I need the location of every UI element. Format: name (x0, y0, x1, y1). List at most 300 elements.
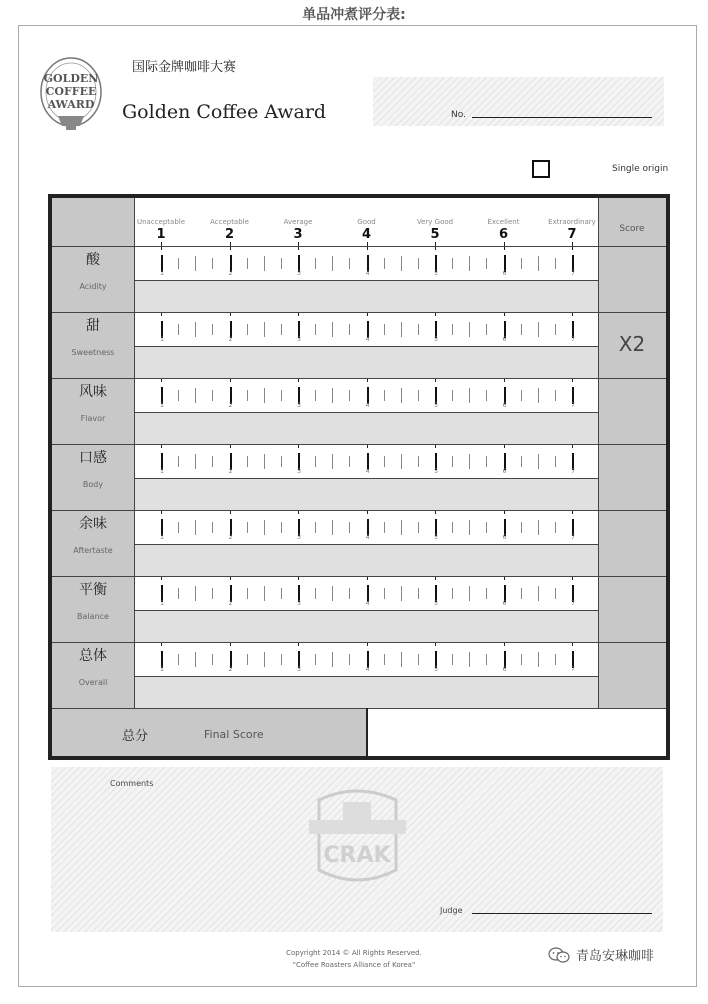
scale-tick-minor[interactable] (247, 522, 248, 533)
row-top-tick (298, 313, 299, 316)
scale-tick-minor[interactable] (315, 522, 316, 533)
scale-number: 7 (571, 534, 575, 541)
row-top-tick (161, 313, 162, 316)
category-cn-acidity: 酸 (86, 252, 100, 268)
scale-number: 2 (228, 600, 233, 607)
scale-number: 4 (365, 600, 370, 607)
scale-tick-minor[interactable] (469, 454, 470, 469)
row-subdivider (134, 280, 598, 281)
scale-tick-minor[interactable] (247, 654, 248, 665)
scale-tick-minor[interactable] (247, 324, 248, 335)
row-top-tick (504, 643, 505, 646)
scale-number: 4 (365, 468, 370, 475)
scale-tick-minor[interactable] (332, 586, 333, 601)
scale-tick-minor[interactable] (469, 388, 470, 403)
level-number-3: 3 (293, 227, 303, 242)
level-word-4: Good (357, 218, 376, 226)
svg-text:COFFEE: COFFEE (45, 85, 97, 98)
svg-text:AWARD: AWARD (47, 98, 95, 111)
scale-tick-minor[interactable] (264, 388, 265, 403)
scale-tick-minor[interactable] (401, 256, 402, 271)
row-top-tick (572, 313, 573, 316)
scale-tick-minor[interactable] (195, 520, 196, 535)
category-cn-overall: 总体 (79, 648, 107, 664)
row-top-tick (367, 247, 368, 250)
score-header: Score (619, 224, 645, 234)
final-score-en: Final Score (204, 728, 264, 741)
level-number-4: 4 (361, 227, 372, 242)
row-divider (52, 378, 666, 379)
scale-number: 7 (571, 600, 575, 607)
scale-tick-minor[interactable] (212, 522, 213, 533)
row-top-tick (504, 445, 505, 448)
scale-number: 2 (228, 468, 233, 475)
scale-number: 1 (160, 270, 164, 277)
scale-tick-minor[interactable] (452, 588, 453, 599)
scale-tick-minor[interactable] (521, 390, 522, 401)
row-top-tick (367, 643, 368, 646)
row-top-tick (435, 445, 436, 448)
row-top-tick (161, 247, 162, 250)
comments-label: Comments (110, 779, 154, 788)
category-cn-balance: 平衡 (79, 582, 107, 598)
judge-label: Judge (440, 906, 463, 915)
row-top-tick (161, 511, 162, 514)
row-top-tick (298, 511, 299, 514)
scale-tick-minor[interactable] (195, 454, 196, 469)
scale-number: 5 (434, 336, 438, 343)
level-word-2: Acceptable (210, 218, 249, 226)
row-top-tick (161, 379, 162, 382)
scale-tick-minor[interactable] (486, 390, 487, 401)
scale-number: 2 (228, 534, 233, 541)
crak-watermark-logo (305, 780, 410, 892)
scale-tick-minor[interactable] (384, 324, 385, 335)
final-score-cn: 总分 (122, 729, 149, 744)
scale-tick-minor[interactable] (315, 258, 316, 269)
scale-number: 5 (434, 534, 438, 541)
scale-tick-minor[interactable] (332, 256, 333, 271)
judge-signature-line[interactable] (472, 913, 652, 914)
row-top-tick (435, 247, 436, 250)
score-multiplier: X2 (618, 332, 646, 356)
row-divider (52, 576, 666, 577)
scale-number: 2 (228, 336, 233, 343)
row-top-tick (572, 247, 573, 250)
scale-tick-minor[interactable] (469, 586, 470, 601)
category-cn-aftertaste: 余味 (79, 516, 107, 532)
scale-number: 5 (434, 270, 438, 277)
level-word-5: Very Good (416, 218, 454, 226)
comment-band-sweetness[interactable] (134, 346, 598, 378)
scale-tick-minor[interactable] (212, 588, 213, 599)
scale-number: 7 (571, 402, 575, 409)
scale-number: 4 (365, 402, 370, 409)
scale-number: 5 (434, 600, 438, 607)
scale-tick-minor[interactable] (195, 256, 196, 271)
scale-tick-minor[interactable] (452, 522, 453, 533)
scale-tick-minor[interactable] (555, 456, 556, 467)
row-top-tick (298, 643, 299, 646)
scale-tick-minor[interactable] (315, 654, 316, 665)
scale-tick-minor[interactable] (281, 588, 282, 599)
row-subdivider (134, 610, 598, 611)
level-number-7: 7 (567, 227, 577, 242)
scale-tick-minor[interactable] (555, 390, 556, 401)
comment-band-balance[interactable] (134, 610, 598, 642)
scale-tick-minor[interactable] (452, 258, 453, 269)
category-cn-sweetness: 甜 (86, 318, 100, 334)
scale-tick-minor[interactable] (401, 520, 402, 535)
scale-tick-minor[interactable] (315, 390, 316, 401)
scale-tick-minor[interactable] (264, 322, 265, 337)
scale-tick-minor[interactable] (538, 256, 539, 271)
row-top-tick (230, 247, 231, 250)
row-top-tick (298, 445, 299, 448)
comment-band-acidity[interactable] (134, 280, 598, 312)
scale-tick-minor[interactable] (315, 456, 316, 467)
level-number-6: 6 (498, 227, 509, 242)
scale-tick-minor[interactable] (281, 258, 282, 269)
row-subdivider (134, 544, 598, 545)
scale-number: 6 (502, 600, 507, 607)
title-english: Golden Coffee Award (122, 101, 327, 123)
scale-number: 1 (160, 600, 164, 607)
number-input-line[interactable] (472, 117, 652, 118)
scale-number: 6 (502, 270, 507, 277)
scale-tick-minor[interactable] (486, 588, 487, 599)
scale-tick-minor[interactable] (384, 258, 385, 269)
header-label-cell (52, 198, 134, 246)
row-top-tick (230, 643, 231, 646)
scale-tick-minor[interactable] (555, 324, 556, 335)
scale-tick-minor[interactable] (384, 390, 385, 401)
scale-tick-minor[interactable] (178, 588, 179, 599)
scale-tick-minor[interactable] (418, 456, 419, 467)
row-divider (52, 642, 666, 643)
title-chinese: 国际金牌咖啡大赛 (132, 60, 237, 75)
scoring-grid (48, 194, 670, 760)
row-top-tick (367, 379, 368, 382)
scale-tick-minor[interactable] (538, 454, 539, 469)
row-top-tick (504, 313, 505, 316)
scale-tick-minor[interactable] (178, 258, 179, 269)
scale-number: 3 (297, 402, 301, 409)
scale-tick-minor[interactable] (315, 324, 316, 335)
scale-tick-minor[interactable] (212, 654, 213, 665)
category-en-balance: Balance (77, 612, 109, 621)
scale-tick-minor[interactable] (332, 652, 333, 667)
svg-text:GOLDEN: GOLDEN (43, 72, 99, 85)
row-top-tick (572, 511, 573, 514)
level-number-2: 2 (224, 227, 235, 242)
scale-number: 7 (571, 336, 575, 343)
scale-number: 2 (228, 666, 233, 673)
category-en-sweetness: Sweetness (71, 348, 115, 357)
scale-number: 5 (434, 402, 438, 409)
row-top-tick (230, 313, 231, 316)
wechat-watermark (548, 945, 654, 964)
scale-number: 4 (365, 666, 370, 673)
scale-tick-minor[interactable] (349, 522, 350, 533)
comment-band-body[interactable] (134, 478, 598, 510)
scale-number: 4 (365, 336, 370, 343)
scale-tick-minor[interactable] (418, 654, 419, 665)
category-en-body: Body (82, 480, 104, 489)
scale-number: 6 (502, 336, 507, 343)
scale-tick-minor[interactable] (178, 522, 179, 533)
scale-tick-minor[interactable] (315, 588, 316, 599)
scale-tick-minor[interactable] (469, 256, 470, 271)
final-score-input[interactable] (368, 709, 666, 756)
comment-band-aftertaste[interactable] (134, 544, 598, 576)
scale-tick-minor[interactable] (521, 522, 522, 533)
row-top-tick (367, 313, 368, 316)
scale-tick-minor[interactable] (264, 256, 265, 271)
row-top-tick (504, 511, 505, 514)
scale-tick-minor[interactable] (521, 456, 522, 467)
scale-tick-minor[interactable] (384, 654, 385, 665)
scale-number: 1 (160, 402, 164, 409)
scale-tick-minor[interactable] (486, 324, 487, 335)
row-top-tick (298, 379, 299, 382)
row-top-tick (504, 577, 505, 580)
scale-tick-minor[interactable] (486, 258, 487, 269)
row-top-tick (572, 577, 573, 580)
scale-tick-minor[interactable] (418, 588, 419, 599)
scale-tick-minor[interactable] (401, 388, 402, 403)
wechat-icon (548, 947, 570, 963)
number-label: No. (451, 110, 466, 120)
row-divider (52, 444, 666, 445)
watermark-text: CRAK (323, 843, 391, 868)
scale-tick-minor[interactable] (281, 390, 282, 401)
scale-tick-minor[interactable] (555, 258, 556, 269)
final-row-divider (366, 708, 368, 756)
scale-tick-minor[interactable] (349, 654, 350, 665)
row-top-tick (298, 247, 299, 250)
scale-tick-minor[interactable] (452, 390, 453, 401)
level-word-3: Average (283, 218, 313, 226)
scale-number: 3 (297, 468, 301, 475)
scale-number: 5 (434, 666, 438, 673)
number-box (373, 77, 664, 126)
scale-tick-minor[interactable] (521, 588, 522, 599)
scale-tick-minor[interactable] (384, 522, 385, 533)
scale-tick-minor[interactable] (178, 324, 179, 335)
row-top-tick (572, 445, 573, 448)
scale-number: 7 (571, 666, 575, 673)
scale-tick-minor[interactable] (281, 324, 282, 335)
scale-number: 3 (297, 666, 301, 673)
copyright-line-2: "Coffee Roasters Alliance of Korea" (292, 961, 416, 969)
scale-number: 3 (297, 600, 301, 607)
row-top-tick (367, 445, 368, 448)
scale-number: 4 (365, 534, 370, 541)
row-top-tick (230, 379, 231, 382)
scale-tick-minor[interactable] (521, 324, 522, 335)
category-cn-body: 口感 (79, 450, 107, 466)
scale-number: 6 (502, 402, 507, 409)
comment-band-overall[interactable] (134, 676, 598, 708)
scale-tick-minor[interactable] (212, 324, 213, 335)
category-en-acidity: Acidity (79, 282, 107, 291)
scale-tick-minor[interactable] (538, 652, 539, 667)
scale-number: 3 (297, 270, 301, 277)
score-column (598, 198, 666, 708)
scale-tick-minor[interactable] (349, 390, 350, 401)
scale-number: 5 (434, 468, 438, 475)
comment-band-flavor[interactable] (134, 412, 598, 444)
scale-tick-minor[interactable] (281, 654, 282, 665)
single-origin-checkbox[interactable] (532, 160, 550, 178)
scale-number: 7 (571, 468, 575, 475)
scale-tick-minor[interactable] (418, 324, 419, 335)
scale-tick-minor[interactable] (332, 388, 333, 403)
scale-tick-minor[interactable] (401, 586, 402, 601)
scale-tick-minor[interactable] (418, 390, 419, 401)
row-top-tick (161, 445, 162, 448)
scale-number: 1 (160, 336, 164, 343)
scale-tick-minor[interactable] (178, 456, 179, 467)
scale-tick-minor[interactable] (538, 586, 539, 601)
scale-tick-minor[interactable] (195, 652, 196, 667)
wechat-account-name: 青岛安琳咖啡 (576, 949, 655, 964)
scale-tick-minor[interactable] (247, 390, 248, 401)
scale-tick-minor[interactable] (486, 654, 487, 665)
scale-tick-minor[interactable] (281, 522, 282, 533)
scale-number: 2 (228, 402, 233, 409)
row-subdivider (134, 478, 598, 479)
scale-tick-minor[interactable] (555, 654, 556, 665)
scale-tick-minor[interactable] (332, 520, 333, 535)
scale-number: 3 (297, 336, 301, 343)
row-top-tick (435, 511, 436, 514)
row-top-tick (504, 247, 505, 250)
scale-number: 7 (571, 270, 575, 277)
scale-number: 2 (228, 270, 233, 277)
row-subdivider (134, 412, 598, 413)
scale-tick-minor[interactable] (349, 456, 350, 467)
row-top-tick (572, 643, 573, 646)
single-origin-label: Single origin (612, 164, 669, 174)
scale-tick-minor[interactable] (212, 456, 213, 467)
scale-tick-minor[interactable] (452, 456, 453, 467)
scale-tick-minor[interactable] (521, 654, 522, 665)
row-top-tick (504, 379, 505, 382)
scale-tick-minor[interactable] (538, 322, 539, 337)
scale-tick-minor[interactable] (264, 652, 265, 667)
scale-tick-minor[interactable] (178, 390, 179, 401)
row-top-tick (230, 577, 231, 580)
scale-tick-minor[interactable] (521, 258, 522, 269)
scale-tick-minor[interactable] (469, 652, 470, 667)
row-subdivider (134, 346, 598, 347)
scale-tick-minor[interactable] (401, 322, 402, 337)
scale-tick-minor[interactable] (247, 588, 248, 599)
scale-tick-minor[interactable] (555, 522, 556, 533)
score-column-border (598, 198, 599, 708)
row-top-tick (298, 577, 299, 580)
scale-tick-minor[interactable] (538, 388, 539, 403)
scale-tick-minor[interactable] (178, 654, 179, 665)
scale-number: 4 (365, 270, 370, 277)
level-word-1: Unacceptable (136, 218, 186, 226)
level-word-7: Extraordinary (548, 218, 596, 226)
copyright-line-1: Copyright 2014 © All Rights Reserved. (286, 949, 422, 957)
scale-tick-minor[interactable] (332, 454, 333, 469)
scale-tick-minor[interactable] (264, 454, 265, 469)
scale-tick-minor[interactable] (452, 324, 453, 335)
scale-tick-minor[interactable] (332, 322, 333, 337)
row-top-tick (435, 379, 436, 382)
scale-tick-minor[interactable] (452, 654, 453, 665)
category-en-aftertaste: Aftertaste (73, 546, 113, 555)
row-top-tick (230, 511, 231, 514)
scale-tick-minor[interactable] (195, 322, 196, 337)
scale-number: 1 (160, 666, 164, 673)
category-en-overall: Overall (78, 678, 108, 687)
row-divider (52, 246, 666, 247)
scale-tick-minor[interactable] (195, 388, 196, 403)
scale-tick-minor[interactable] (247, 456, 248, 467)
scale-tick-minor[interactable] (384, 588, 385, 599)
scale-tick-minor[interactable] (418, 258, 419, 269)
scale-tick-minor[interactable] (401, 652, 402, 667)
scale-tick-minor[interactable] (401, 454, 402, 469)
scale-tick-minor[interactable] (212, 258, 213, 269)
row-top-tick (435, 643, 436, 646)
category-en-flavor: Flavor (80, 414, 106, 423)
scale-tick-minor[interactable] (264, 586, 265, 601)
scale-tick-minor[interactable] (469, 322, 470, 337)
scale-tick-minor[interactable] (555, 588, 556, 599)
row-top-tick (161, 643, 162, 646)
scale-tick-minor[interactable] (349, 324, 350, 335)
scale-tick-minor[interactable] (195, 586, 196, 601)
scale-tick-minor[interactable] (264, 520, 265, 535)
category-cn-flavor: 风味 (79, 384, 107, 400)
row-divider (52, 312, 666, 313)
level-number-5: 5 (430, 227, 440, 242)
scale-tick-minor[interactable] (486, 522, 487, 533)
scale-tick-minor[interactable] (418, 522, 419, 533)
page-caption: 单品冲煮评分表: (302, 7, 406, 23)
row-top-tick (435, 313, 436, 316)
scale-tick-minor[interactable] (469, 520, 470, 535)
scale-tick-minor[interactable] (486, 456, 487, 467)
level-word-6: Excellent (487, 218, 520, 226)
scale-number: 6 (502, 534, 507, 541)
scale-number: 1 (160, 468, 164, 475)
row-top-tick (367, 577, 368, 580)
scale-tick-minor[interactable] (212, 390, 213, 401)
scale-tick-minor[interactable] (281, 456, 282, 467)
row-top-tick (435, 577, 436, 580)
scale-tick-minor[interactable] (247, 258, 248, 269)
scale-tick-minor[interactable] (349, 588, 350, 599)
golden-coffee-award-logo (36, 52, 106, 136)
level-number-1: 1 (156, 227, 166, 242)
scale-tick-minor[interactable] (538, 520, 539, 535)
scale-tick-minor[interactable] (349, 258, 350, 269)
row-top-tick (572, 379, 573, 382)
scale-number: 6 (502, 468, 507, 475)
scale-number: 3 (297, 534, 301, 541)
row-top-tick (367, 511, 368, 514)
row-subdivider (134, 676, 598, 677)
scale-tick-minor[interactable] (384, 456, 385, 467)
